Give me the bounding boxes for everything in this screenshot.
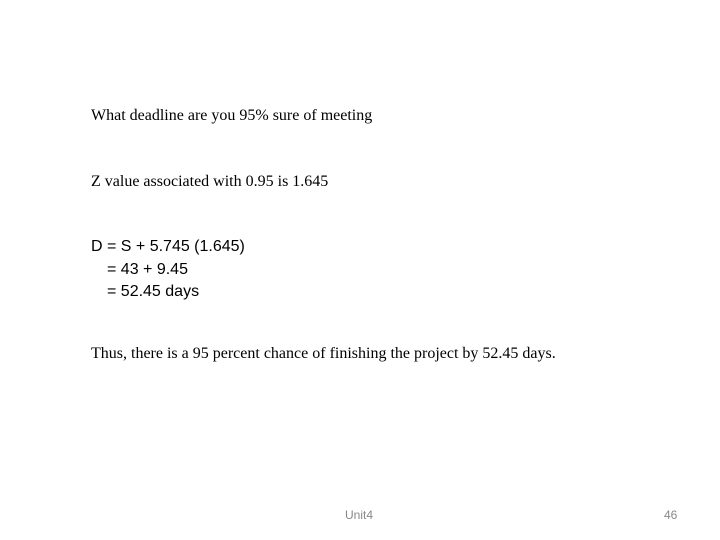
equation-line-2: = 43 + 9.45 <box>107 261 188 278</box>
equation-line-3: = 52.45 days <box>107 283 200 300</box>
page-number: 46 <box>664 508 678 522</box>
z-value-statement: Z value associated with 0.95 is 1.645 <box>91 173 329 190</box>
equation-line-1: D = S + 5.745 (1.645) <box>91 238 245 255</box>
footer-label: Unit4 <box>345 508 374 522</box>
conclusion-text: Thus, there is a 95 percent chance of finishing the project by 52.45 days. <box>91 345 556 362</box>
question-text: What deadline are you 95% sure of meeting <box>91 107 373 124</box>
